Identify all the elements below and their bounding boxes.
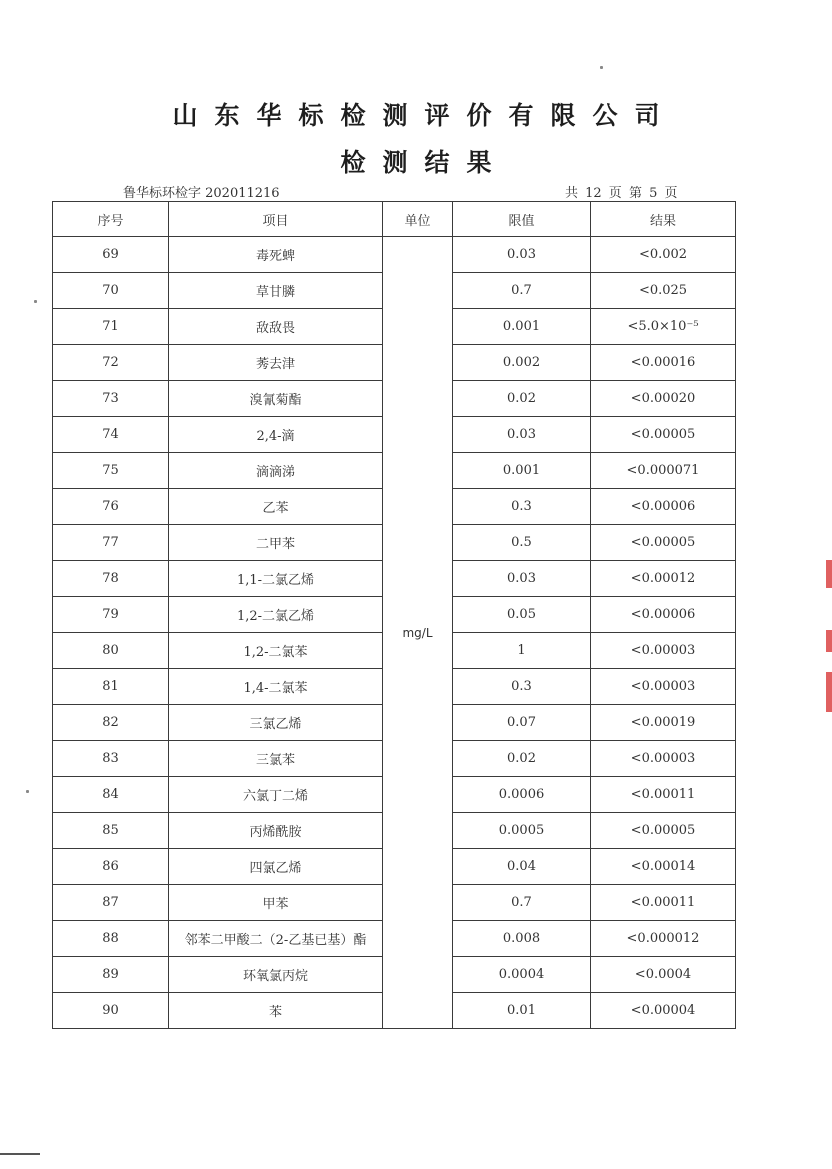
row-limit: 0.02 — [453, 381, 591, 417]
row-item: 1,1-二氯乙烯 — [169, 561, 383, 597]
scan-edge-mark — [0, 1153, 40, 1155]
row-result: <0.00012 — [591, 561, 736, 597]
row-number: 83 — [53, 741, 169, 777]
row-result: <0.000071 — [591, 453, 736, 489]
row-result: <0.00019 — [591, 705, 736, 741]
table-row — [53, 237, 736, 273]
row-item: 丙烯酰胺 — [169, 813, 383, 849]
row-item: 2,4-滴 — [169, 417, 383, 453]
column-header-limit: 限值 — [453, 202, 591, 237]
row-number: 69 — [53, 237, 169, 273]
row-limit: 0.0006 — [453, 777, 591, 813]
row-item: 草甘膦 — [169, 273, 383, 309]
page-info: 共 12 页 第 5 页 — [565, 186, 678, 201]
seal-edge-mark — [826, 560, 832, 588]
table-body — [53, 237, 736, 1029]
row-limit: 0.3 — [453, 669, 591, 705]
row-number: 85 — [53, 813, 169, 849]
company-name: 山东华标检测评价有限公司 — [172, 101, 677, 130]
row-number: 72 — [53, 345, 169, 381]
scan-speck — [34, 300, 37, 303]
row-limit: 0.03 — [453, 237, 591, 273]
seal-edge-mark — [826, 672, 832, 712]
row-number: 70 — [53, 273, 169, 309]
row-item: 1,2-二氯苯 — [169, 633, 383, 669]
row-number: 86 — [53, 849, 169, 885]
row-limit: 0.002 — [453, 345, 591, 381]
row-limit: 0.02 — [453, 741, 591, 777]
row-result: <0.002 — [591, 237, 736, 273]
scan-speck — [600, 66, 603, 69]
row-limit: 1 — [453, 633, 591, 669]
row-result: <0.00005 — [591, 525, 736, 561]
row-result: <0.00011 — [591, 777, 736, 813]
row-result: <0.00011 — [591, 885, 736, 921]
row-item: 1,4-二氯苯 — [169, 669, 383, 705]
row-limit: 0.7 — [453, 885, 591, 921]
row-limit: 0.01 — [453, 993, 591, 1029]
row-number: 81 — [53, 669, 169, 705]
row-number: 82 — [53, 705, 169, 741]
row-result: <0.00003 — [591, 669, 736, 705]
row-result: <0.00005 — [591, 813, 736, 849]
row-number: 90 — [53, 993, 169, 1029]
row-limit: 0.07 — [453, 705, 591, 741]
row-item: 乙苯 — [169, 489, 383, 525]
row-limit: 0.001 — [453, 453, 591, 489]
row-item: 滴滴涕 — [169, 453, 383, 489]
document-title: 检测结果 — [340, 148, 509, 177]
row-result: <0.00003 — [591, 633, 736, 669]
row-item: 1,2-二氯乙烯 — [169, 597, 383, 633]
row-item: 敌敌畏 — [169, 309, 383, 345]
row-limit: 0.7 — [453, 273, 591, 309]
row-item: 环氧氯丙烷 — [169, 957, 383, 993]
row-limit: 0.0005 — [453, 813, 591, 849]
row-limit: 0.04 — [453, 849, 591, 885]
row-item: 四氯乙烯 — [169, 849, 383, 885]
row-item: 溴氰菊酯 — [169, 381, 383, 417]
row-number: 73 — [53, 381, 169, 417]
column-header-no: 序号 — [53, 202, 169, 237]
row-limit: 0.001 — [453, 309, 591, 345]
row-result: <0.0004 — [591, 957, 736, 993]
row-result: <0.00005 — [591, 417, 736, 453]
row-number: 87 — [53, 885, 169, 921]
row-number: 88 — [53, 921, 169, 957]
row-item: 毒死蜱 — [169, 237, 383, 273]
row-item: 六氯丁二烯 — [169, 777, 383, 813]
row-limit: 0.008 — [453, 921, 591, 957]
row-item: 莠去津 — [169, 345, 383, 381]
row-item: 三氯苯 — [169, 741, 383, 777]
unit-cell: mg/L — [383, 237, 453, 1029]
row-item: 二甲苯 — [169, 525, 383, 561]
row-limit: 0.03 — [453, 561, 591, 597]
row-result: <0.00016 — [591, 345, 736, 381]
column-header-unit: 单位 — [383, 202, 453, 237]
scan-speck — [26, 790, 29, 793]
results-table — [52, 201, 736, 1029]
row-item: 甲苯 — [169, 885, 383, 921]
row-limit: 0.5 — [453, 525, 591, 561]
column-header-item: 项目 — [169, 202, 383, 237]
row-limit: 0.03 — [453, 417, 591, 453]
row-number: 74 — [53, 417, 169, 453]
row-number: 71 — [53, 309, 169, 345]
row-number: 89 — [53, 957, 169, 993]
row-limit: 0.3 — [453, 489, 591, 525]
row-item: 三氯乙烯 — [169, 705, 383, 741]
column-header-result: 结果 — [591, 202, 736, 237]
row-number: 77 — [53, 525, 169, 561]
report-number: 鲁华标环检字 202011216 — [123, 186, 280, 201]
row-number: 80 — [53, 633, 169, 669]
row-result: <0.00003 — [591, 741, 736, 777]
row-number: 78 — [53, 561, 169, 597]
table-header-row — [53, 202, 736, 237]
row-result: <5.0×10⁻⁵ — [591, 309, 736, 345]
row-item: 邻苯二甲酸二（2-乙基已基）酯 — [169, 921, 383, 957]
row-limit: 0.05 — [453, 597, 591, 633]
row-result: <0.025 — [591, 273, 736, 309]
row-result: <0.00004 — [591, 993, 736, 1029]
seal-edge-mark — [826, 630, 832, 652]
row-number: 76 — [53, 489, 169, 525]
row-result: <0.00006 — [591, 597, 736, 633]
row-item: 苯 — [169, 993, 383, 1029]
row-result: <0.00006 — [591, 489, 736, 525]
row-number: 84 — [53, 777, 169, 813]
row-number: 79 — [53, 597, 169, 633]
row-limit: 0.0004 — [453, 957, 591, 993]
row-result: <0.000012 — [591, 921, 736, 957]
row-number: 75 — [53, 453, 169, 489]
row-result: <0.00014 — [591, 849, 736, 885]
row-result: <0.00020 — [591, 381, 736, 417]
